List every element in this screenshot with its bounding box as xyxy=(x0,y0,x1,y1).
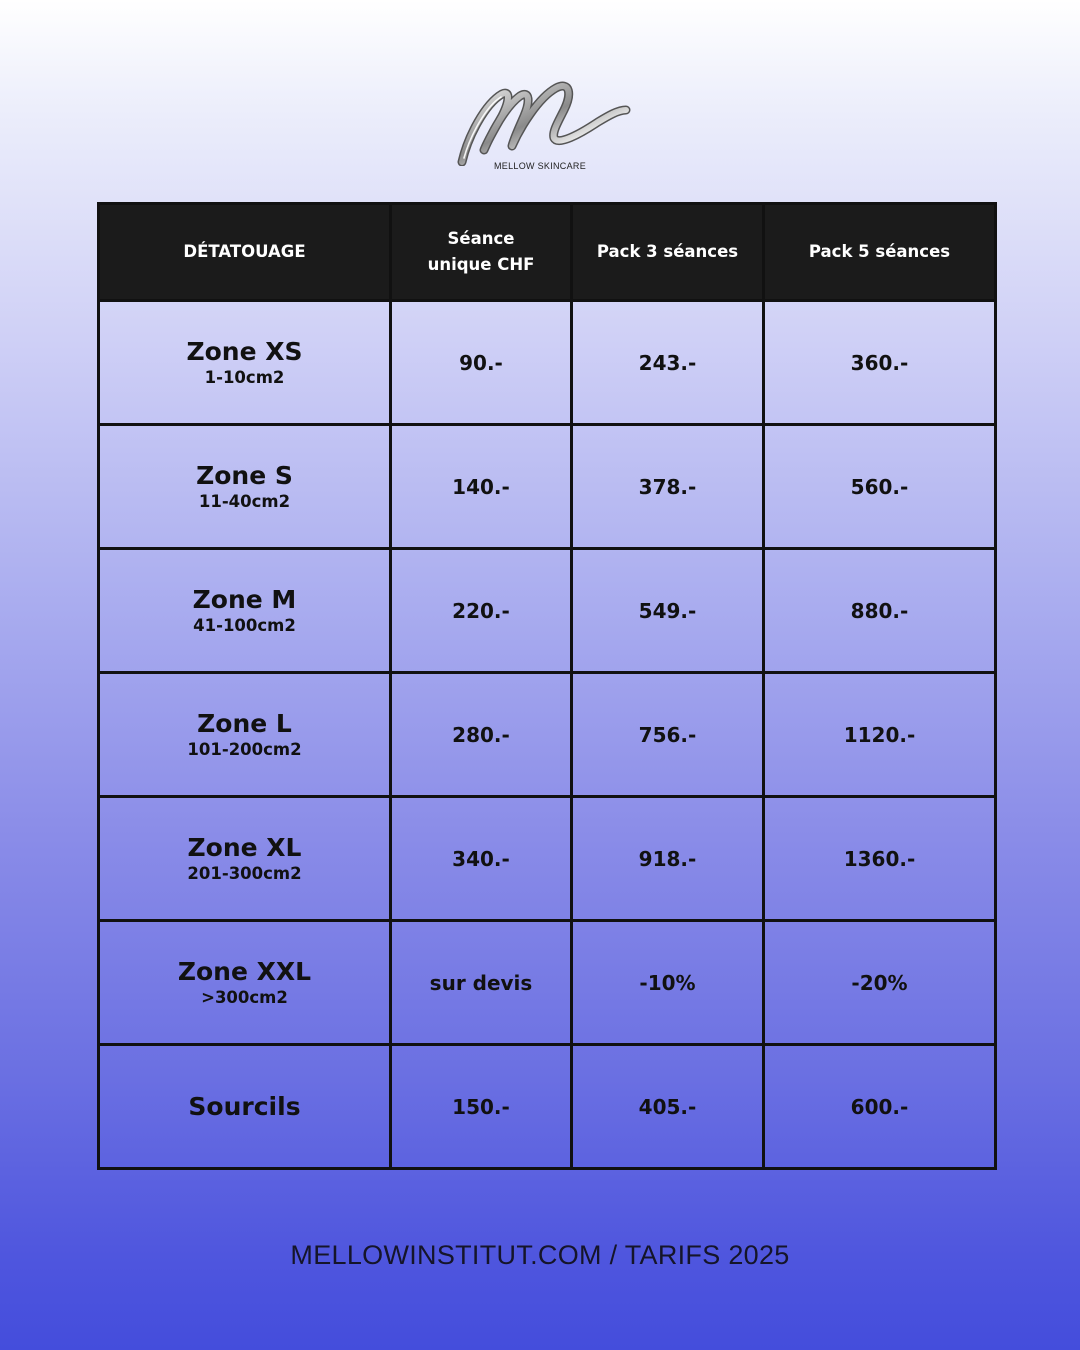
table-row xyxy=(99,1045,996,1169)
zone-cell xyxy=(99,549,391,673)
price-single: 140.- xyxy=(391,425,572,549)
zone-name: Zone M xyxy=(192,584,297,614)
price-single: 90.- xyxy=(391,301,572,425)
table-row xyxy=(99,549,996,673)
price-pack-3: 918.- xyxy=(572,797,764,921)
table-row xyxy=(99,425,996,549)
price-pack-5: -20% xyxy=(764,921,996,1045)
zone-cell xyxy=(99,797,391,921)
price-pack-5: 1360.- xyxy=(764,797,996,921)
price-table xyxy=(97,202,997,1170)
zone-name: Zone XL xyxy=(187,832,302,862)
header-single-session: Séance unique CHF xyxy=(391,204,572,301)
price-single: sur devis xyxy=(391,921,572,1045)
zone-name: Zone S xyxy=(196,460,293,490)
header-pack-3: Pack 3 séances xyxy=(572,204,764,301)
zone-size: 41-100cm2 xyxy=(193,615,296,635)
price-pack-5: 360.- xyxy=(764,301,996,425)
price-pack-3: 378.- xyxy=(572,425,764,549)
zone-size: 101-200cm2 xyxy=(187,739,302,759)
price-pack-3: 243.- xyxy=(572,301,764,425)
price-pack-5: 560.- xyxy=(764,425,996,549)
zone-name: Zone XS xyxy=(186,336,303,366)
price-pack-3: -10% xyxy=(572,921,764,1045)
table-row xyxy=(99,921,996,1045)
header-pack-5: Pack 5 séances xyxy=(764,204,996,301)
zone-cell xyxy=(99,1045,391,1169)
price-table-header xyxy=(99,204,996,301)
price-single: 150.- xyxy=(391,1045,572,1169)
price-single: 340.- xyxy=(391,797,572,921)
price-table-body xyxy=(99,301,996,1169)
zone-size: 1-10cm2 xyxy=(204,367,285,387)
price-pack-5: 600.- xyxy=(764,1045,996,1169)
zone-cell xyxy=(99,301,391,425)
header-row xyxy=(99,204,996,301)
zone-cell xyxy=(99,673,391,797)
logo-wordmark: MELLOW SKINCARE xyxy=(493,161,587,171)
price-pack-5: 1120.- xyxy=(764,673,996,797)
price-pack-3: 549.- xyxy=(572,549,764,673)
zone-cell xyxy=(99,921,391,1045)
zone-size: 201-300cm2 xyxy=(187,863,302,883)
price-single: 220.- xyxy=(391,549,572,673)
zone-size: >300cm2 xyxy=(201,987,288,1007)
brand-logo xyxy=(440,66,640,178)
table-row xyxy=(99,797,996,921)
script-m-logo-icon xyxy=(440,66,640,166)
zone-name: Sourcils xyxy=(188,1091,301,1121)
price-pack-3: 756.- xyxy=(572,673,764,797)
table-row xyxy=(99,301,996,425)
zone-cell xyxy=(99,425,391,549)
table-row xyxy=(99,673,996,797)
zone-size: 11-40cm2 xyxy=(198,491,291,511)
footer-caption: MELLOWINSTITUT.COM / TARIFS 2025 xyxy=(290,1240,790,1270)
price-pack-3: 405.- xyxy=(572,1045,764,1169)
zone-name: Zone XXL xyxy=(177,956,312,986)
header-service: DÉTATOUAGE xyxy=(99,204,391,301)
price-single: 280.- xyxy=(391,673,572,797)
zone-name: Zone L xyxy=(197,708,292,738)
price-pack-5: 880.- xyxy=(764,549,996,673)
